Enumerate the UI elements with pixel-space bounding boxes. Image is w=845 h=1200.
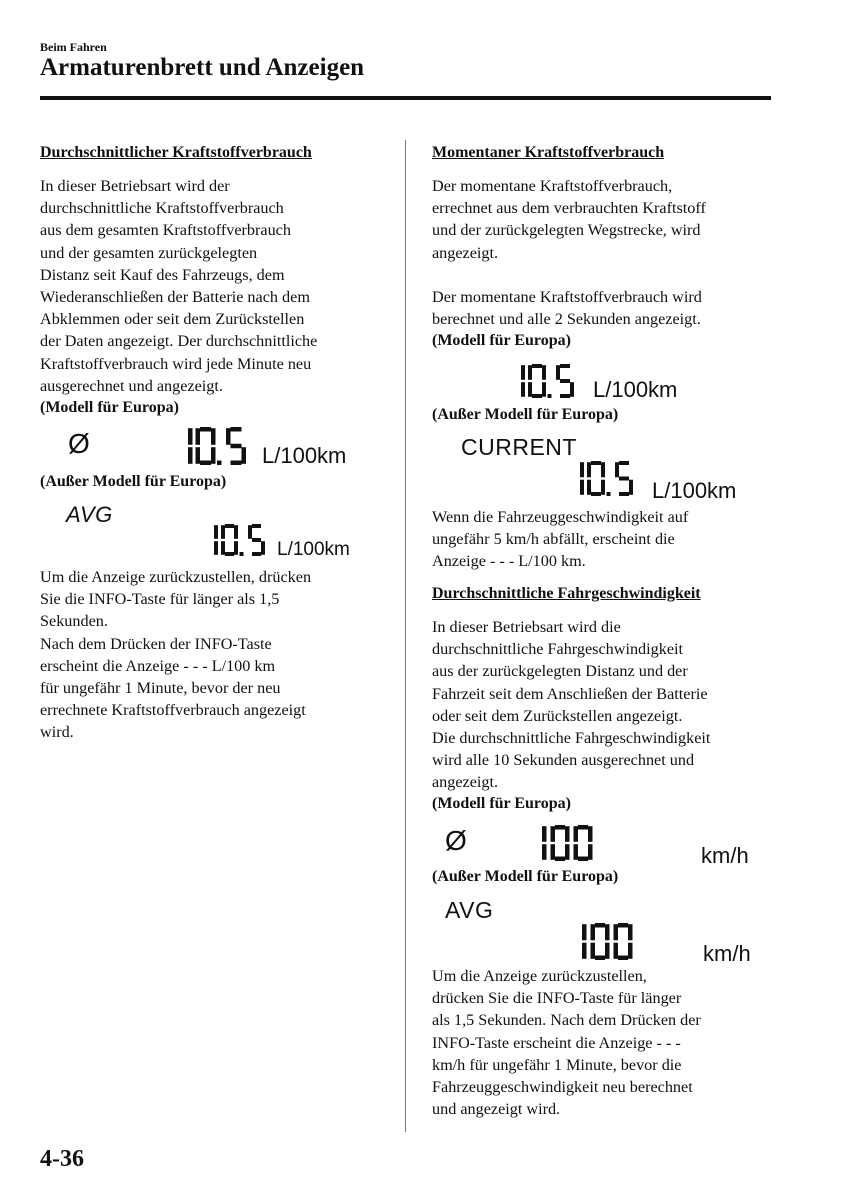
seven-segment-digits bbox=[186, 427, 249, 465]
lcd-decimal-point bbox=[607, 492, 611, 496]
model-label-non-europe: (Außer Modell für Europa) bbox=[432, 868, 619, 885]
lcd-segment bbox=[618, 923, 628, 928]
lcd-segment bbox=[528, 382, 532, 397]
lcd-segment bbox=[560, 394, 570, 398]
lcd-segment bbox=[196, 447, 201, 464]
seven-segment-digits bbox=[580, 923, 637, 960]
lcd-segment bbox=[615, 462, 619, 477]
lcd-segment bbox=[595, 923, 605, 928]
lcd-segment bbox=[261, 541, 265, 555]
lcd-value bbox=[212, 524, 268, 556]
lcd-segment bbox=[619, 477, 629, 481]
lcd-segment bbox=[225, 524, 234, 528]
lcd-segment bbox=[595, 956, 605, 961]
lcd-segment bbox=[628, 943, 633, 959]
lcd-value bbox=[580, 923, 637, 960]
lcd-segment bbox=[560, 379, 570, 383]
lcd-digit-0 bbox=[196, 427, 222, 465]
lcd-segment bbox=[551, 844, 556, 860]
lcd-digit-0 bbox=[574, 825, 593, 861]
lcd-segment bbox=[542, 365, 546, 380]
lcd-digit-5 bbox=[556, 364, 574, 398]
page-title: Armaturenbrett und Anzeigen bbox=[40, 54, 365, 81]
lcd-digit-0 bbox=[591, 923, 610, 960]
seven-segment-digits bbox=[578, 461, 636, 496]
lcd-segment bbox=[591, 492, 601, 496]
page-number: 4-36 bbox=[40, 1146, 84, 1172]
lcd-segment bbox=[565, 826, 570, 842]
lcd-segment bbox=[521, 365, 525, 380]
lcd-digit-1 bbox=[214, 525, 218, 555]
lcd-segment bbox=[614, 943, 619, 959]
lcd-segment bbox=[221, 541, 225, 555]
lcd-segment bbox=[532, 394, 542, 398]
lcd-value bbox=[540, 825, 597, 861]
lcd-segment bbox=[555, 857, 565, 862]
lcd-segment bbox=[619, 461, 629, 465]
lcd-segment bbox=[614, 924, 619, 940]
lcd-segment bbox=[587, 462, 591, 477]
lcd-segment bbox=[582, 943, 587, 959]
lcd-digit-0 bbox=[614, 923, 633, 960]
lcd-digit-1 bbox=[521, 365, 525, 397]
lcd-digit-0 bbox=[587, 461, 611, 496]
lcd-digit-5 bbox=[248, 524, 265, 556]
lcd-unit: km/h bbox=[701, 843, 749, 868]
lcd-segment bbox=[556, 365, 560, 380]
lcd-segment bbox=[226, 428, 231, 445]
lcd-segment bbox=[532, 364, 542, 368]
lcd-segment bbox=[542, 382, 546, 397]
title-divider bbox=[40, 96, 771, 100]
lcd-segment bbox=[231, 444, 242, 449]
lcd-segment bbox=[234, 541, 238, 555]
lcd-unit: L/100km bbox=[277, 539, 350, 560]
lcd-segment bbox=[588, 826, 593, 842]
lcd-segment bbox=[211, 447, 216, 464]
lcd-segment bbox=[591, 943, 596, 959]
lcd-digit-1 bbox=[582, 924, 587, 959]
lcd-segment bbox=[619, 492, 629, 496]
lcd-unit: L/100km bbox=[262, 443, 347, 468]
lcd-digit-1 bbox=[580, 462, 584, 495]
seven-segment-digits bbox=[212, 524, 268, 556]
lcd-digit-0 bbox=[551, 825, 570, 861]
lcd-avg-label: AVG bbox=[445, 897, 494, 923]
paragraph-avg-fuel-intro: In dieser Betriebsart wird der durchschnittliche Kraftstoffverbrauch aus dem gesamten Kraftstoffverbrauch und der gesamten zurückgelegten Distanz seit Kauf des Fahrzeugs, dem Wiederanschließen der Batterie nach dem Abklemmen oder seit dem Zurückstellen der Daten angezeigt. Der durchschnittliche Kraftstoffverbrauch wird jede Minute neu ausgerechnet und angezeigt. bbox=[40, 177, 318, 395]
lcd-digit-1 bbox=[542, 826, 547, 860]
lcd-segment bbox=[628, 924, 633, 940]
paragraph-current-fuel-low-speed: Wenn die Fahrzeuggeschwindigkeit auf ungefähr 5 km/h abfällt, erscheint die Anzeige - - - L/100 km. bbox=[432, 508, 689, 571]
lcd-unit: L/100km bbox=[593, 377, 678, 402]
lcd-value bbox=[578, 461, 636, 496]
lcd-segment bbox=[565, 844, 570, 860]
lcd-segment bbox=[221, 525, 225, 539]
lcd-avg-label: AVG bbox=[66, 502, 113, 527]
lcd-segment bbox=[231, 461, 242, 466]
lcd-segment bbox=[582, 924, 587, 940]
lcd-digit-5 bbox=[226, 427, 246, 465]
lcd-segment bbox=[601, 480, 605, 495]
lcd-segment bbox=[200, 461, 211, 466]
lcd-segment bbox=[629, 480, 633, 495]
lcd-segment bbox=[574, 844, 579, 860]
lcd-decimal-point bbox=[240, 552, 244, 556]
heading-current-fuel-consumption: Momentaner Kraftstoffverbrauch bbox=[432, 144, 665, 161]
paragraph-avg-fuel-reset: Um die Anzeige zurückzustellen, drücken Sie die INFO-Taste für länger als 1,5 Sekunden. Nach dem Drücken der INFO-Taste erscheint die Anzeige - - - L/100 km für ungefähr 1 Minute, bevor der neu errechnete Kraftstoffverbrauch angezeigt wird. bbox=[40, 568, 312, 742]
lcd-segment bbox=[570, 382, 574, 397]
lcd-segment bbox=[580, 480, 584, 495]
lcd-segment bbox=[542, 826, 547, 842]
lcd-segment bbox=[200, 427, 211, 432]
column-divider bbox=[405, 140, 406, 1132]
lcd-segment bbox=[551, 826, 556, 842]
lcd-digit-5 bbox=[615, 461, 633, 496]
lcd-segment bbox=[528, 365, 532, 380]
lcd-segment bbox=[578, 825, 588, 830]
paragraph-current-fuel-intro: Der momentane Kraftstoffverbrauch, errechnet aus dem verbrauchten Kraftstoff und der zurückgelegten Wegstrecke, wird angezeigt. bbox=[432, 177, 706, 262]
lcd-segment bbox=[587, 480, 591, 495]
lcd-segment bbox=[601, 462, 605, 477]
model-label-non-europe: (Außer Modell für Europa) bbox=[432, 406, 619, 423]
model-label-europe: (Modell für Europa) bbox=[432, 332, 571, 349]
lcd-segment bbox=[188, 447, 193, 464]
model-label-europe: (Modell für Europa) bbox=[40, 399, 179, 416]
section-label: Beim Fahren bbox=[40, 40, 107, 54]
lcd-segment bbox=[214, 541, 218, 555]
lcd-unit: L/100km bbox=[652, 478, 737, 503]
lcd-segment bbox=[588, 844, 593, 860]
lcd-segment bbox=[591, 924, 596, 940]
lcd-segment bbox=[574, 826, 579, 842]
lcd-segment bbox=[578, 857, 588, 862]
lcd-segment bbox=[231, 427, 242, 432]
heading-avg-fuel-consumption: Durchschnittlicher Kraftstoffverbrauch bbox=[40, 144, 312, 161]
lcd-decimal-point bbox=[217, 461, 222, 466]
lcd-segment bbox=[542, 844, 547, 860]
average-symbol-icon: Ø bbox=[68, 428, 90, 459]
lcd-segment bbox=[618, 956, 628, 961]
lcd-segment bbox=[605, 943, 610, 959]
lcd-digit-0 bbox=[221, 524, 244, 556]
model-label-non-europe: (Außer Modell für Europa) bbox=[40, 473, 227, 490]
lcd-value bbox=[519, 364, 577, 398]
paragraph-current-fuel-interval: Der momentane Kraftstoffverbrauch wird berechnet und alle 2 Sekunden angezeigt. bbox=[432, 288, 702, 329]
lcd-digit-1 bbox=[188, 428, 193, 464]
paragraph-avg-speed-intro: In dieser Betriebsart wird die durchschnittliche Fahrgeschwindigkeit aus der zurückgelegten Distanz und der Fahrzeit seit dem Anschließen der Batterie oder seit dem Zurückstellen angezeigt. Die durchschnittliche Fahrgeschwindigkeit wird alle 10 Sekunden ausgerechnet und angezeigt. bbox=[432, 618, 711, 792]
lcd-segment bbox=[591, 461, 601, 465]
lcd-segment bbox=[252, 524, 261, 528]
heading-avg-speed: Durchschnittliche Fahrgeschwindigkeit bbox=[432, 585, 701, 602]
lcd-segment bbox=[242, 447, 247, 464]
lcd-segment bbox=[252, 552, 261, 556]
model-label-europe: (Modell für Europa) bbox=[432, 795, 571, 812]
lcd-segment bbox=[214, 525, 218, 539]
lcd-segment bbox=[555, 825, 565, 830]
lcd-decimal-point bbox=[548, 394, 552, 398]
lcd-segment bbox=[521, 382, 525, 397]
lcd-segment bbox=[188, 428, 193, 445]
average-symbol-icon: Ø bbox=[445, 825, 467, 856]
seven-segment-digits bbox=[540, 825, 597, 861]
lcd-segment bbox=[248, 525, 252, 539]
lcd-digit-0 bbox=[528, 364, 552, 398]
lcd-value bbox=[186, 427, 249, 465]
lcd-segment bbox=[196, 428, 201, 445]
lcd-current-label: CURRENT bbox=[461, 434, 577, 460]
seven-segment-digits bbox=[519, 364, 577, 398]
lcd-segment bbox=[580, 462, 584, 477]
lcd-segment bbox=[211, 428, 216, 445]
lcd-segment bbox=[605, 924, 610, 940]
lcd-segment bbox=[234, 525, 238, 539]
lcd-unit: km/h bbox=[703, 941, 751, 966]
paragraph-avg-speed-reset: Um die Anzeige zurückzustellen, drücken Sie die INFO-Taste für länger als 1,5 Sekunden. Nach dem Drücken der INFO-Taste erscheint die Anzeige - - - km/h für ungefähr 1 Minute, bevor die Fahrzeuggeschwindigkeit neu berechnet und angezeigt wird. bbox=[432, 967, 701, 1119]
lcd-segment bbox=[225, 552, 234, 556]
lcd-segment bbox=[252, 538, 261, 542]
lcd-segment bbox=[560, 364, 570, 368]
